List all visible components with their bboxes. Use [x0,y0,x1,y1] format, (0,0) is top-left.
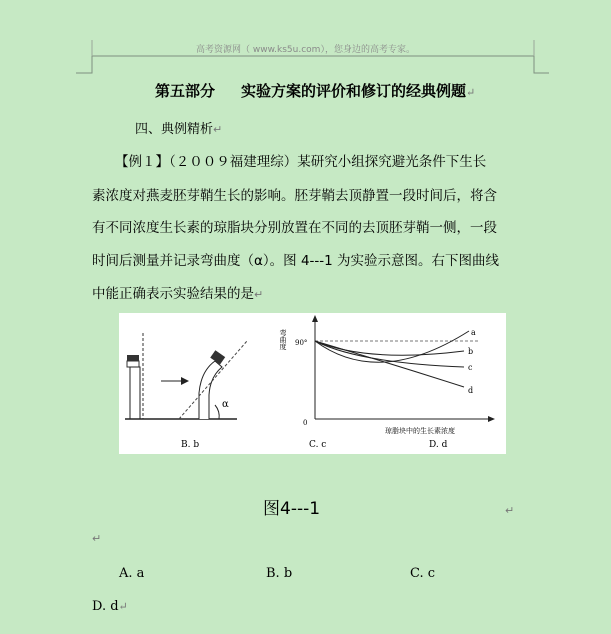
curve-label-c: c [468,363,473,372]
arrow-right-icon [161,377,189,385]
x-axis-label: 琼脂块中的生长素浓度 [385,427,455,435]
option-d: D. d [92,599,119,614]
example-text: 某研究小组探究避光条件下生长 [297,154,487,170]
option-d-line [92,599,128,614]
figure-label-d: D. d [429,440,448,450]
example-line-3: 有不同浓度生长素的琼脂块分别放置在不同的去顶胚芽鞘一侧，一段 [92,220,497,236]
paragraph-mark-icon: ↵ [254,288,264,301]
curve-label-a: a [471,328,476,337]
example-line-2: 素浓度对燕麦胚芽鞘生长的影响。胚芽鞘去顶静置一段时间后，将含 [92,188,497,204]
figure-label-b: B. b [181,440,200,450]
alpha-label: α [222,399,229,410]
origin-label: 0 [303,419,308,427]
curve-label-d: d [468,386,474,395]
curve-label-b: b [468,347,474,356]
example-line-4: 时间后测量并记录弯曲度（α）。图 4---1 为实验示意图。右下图曲线 [92,253,500,269]
experiment-figure [119,313,506,454]
curve-d [315,341,464,387]
bent-coleoptile [179,341,247,419]
figure-label-c: C. c [309,440,327,450]
figure-caption: 图4---1 [263,499,321,519]
paragraph-mark-icon: ↵ [92,532,102,545]
control-coleoptile [127,333,143,419]
example-text: 中能正确表示实验结果的是 [92,286,254,302]
paragraph-mark-icon: ↵ [505,504,515,517]
paragraph-mark-icon: ↵ [213,123,223,136]
option-a: A. a [119,566,145,581]
example-line-1 [115,150,486,170]
header-text: 高考资源网（ www.ks5u.com），您身边的高考专家。 [196,45,415,55]
example-line-5 [92,282,263,302]
y-tick-label: 90° [295,339,308,347]
option-c: C. c [410,566,436,581]
paragraph-mark-icon: ↵ [466,86,476,99]
section-label: 四、典例精析 [135,122,214,137]
y-axis-label: 弯曲度 [279,329,287,350]
example-label: 【例１】 [115,154,169,170]
option-b: B. b [266,566,293,581]
page-title [155,80,555,101]
experiment-diagram [119,313,506,454]
curve-a [315,331,469,362]
section-heading [135,118,222,137]
paragraph-mark-icon: ↵ [118,600,128,613]
title-name: 实验方案的评价和修订的经典例题 [241,82,467,100]
page-header-rule [0,0,611,80]
example-source: （２００９福建理综） [169,154,298,170]
title-part: 第五部分 [155,82,216,100]
